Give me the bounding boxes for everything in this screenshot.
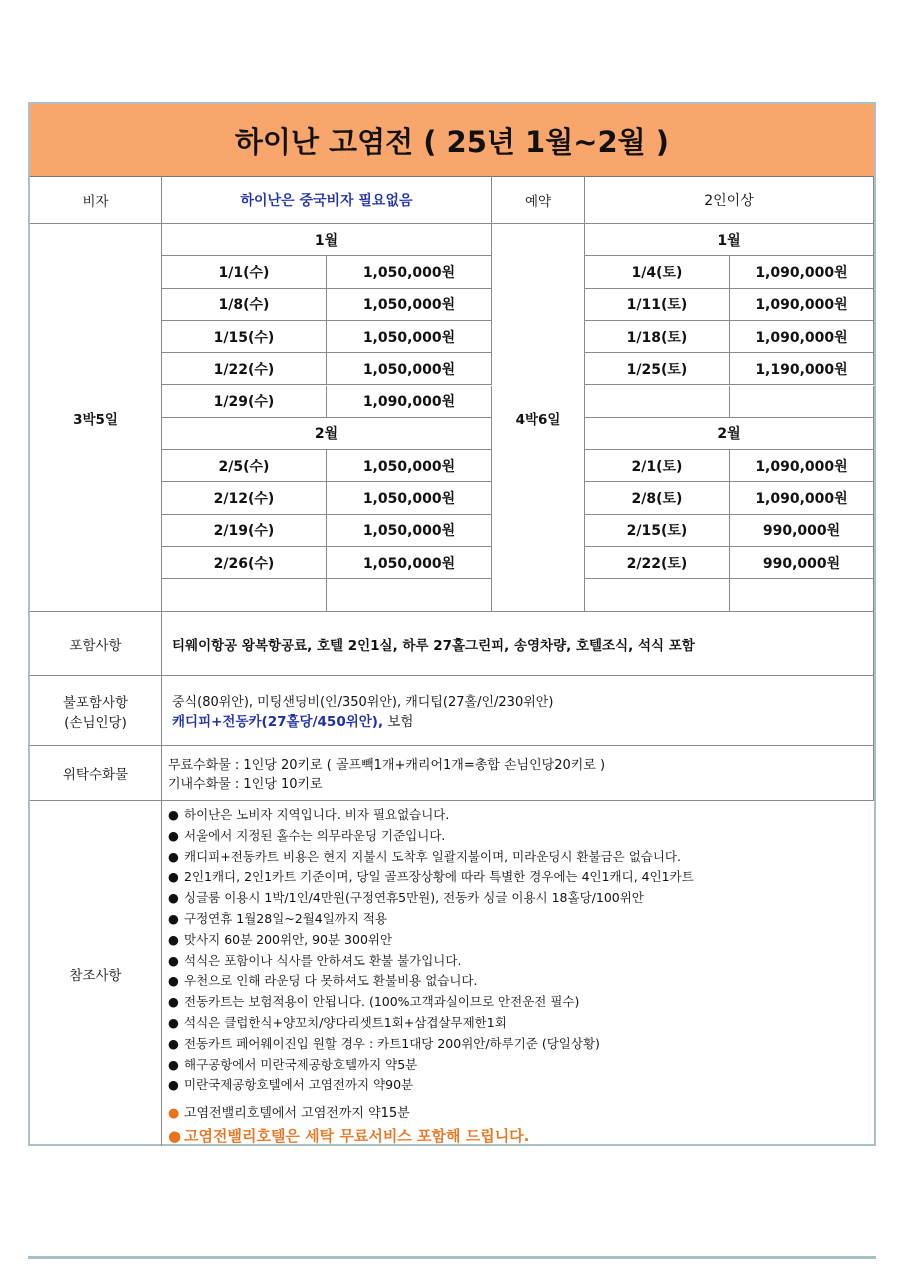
note-orange-2-text: 고염전밸리호텔은 세탁 무료서비스 포함해 드립니다. bbox=[184, 1127, 530, 1145]
note-item bbox=[168, 867, 694, 885]
excluded-line2-highlight: 캐디피+전동카(27홀당/450위안), bbox=[172, 714, 384, 730]
date-cell: 1/11(토) bbox=[585, 289, 730, 321]
price-cell: 990,000원 bbox=[730, 547, 874, 579]
price-cell: 1,050,000원 bbox=[327, 547, 492, 579]
bullet-icon: ● bbox=[168, 1077, 179, 1093]
bullet-icon: ● bbox=[168, 890, 179, 906]
date-cell: 1/1(수) bbox=[162, 256, 327, 288]
note-item bbox=[168, 826, 445, 844]
price-sheet bbox=[28, 102, 876, 1146]
price-cell: 1,050,000원 bbox=[327, 289, 492, 321]
note-item bbox=[168, 888, 644, 906]
month-header-jan: 1월 bbox=[585, 224, 874, 256]
excluded-label-line1: 불포함사항 bbox=[62, 694, 129, 711]
note-text: 석식은 포함이나 식사를 안하셔도 환불 불가입니다. bbox=[184, 952, 462, 968]
note-item bbox=[168, 805, 449, 823]
bullet-icon: ● bbox=[168, 1035, 179, 1051]
note-text: 전동카트 페어웨이진입 원할 경우 : 카트1대당 200위안/하루기준 (당일상황) bbox=[184, 1035, 600, 1051]
note-text: 하이난은 노비자 지역입니다. 비자 필요없습니다. bbox=[184, 807, 450, 822]
bullet-icon: ● bbox=[168, 1127, 182, 1145]
bullet-icon: ● bbox=[168, 827, 179, 843]
note-text: 미란국제공항호텔에서 고염전까지 약90분 bbox=[184, 1077, 414, 1093]
bullet-icon: ● bbox=[168, 848, 179, 864]
date-cell: 1/18(토) bbox=[585, 321, 730, 353]
bullet-icon: ● bbox=[168, 1015, 179, 1030]
date-cell: 2/22(토) bbox=[585, 547, 730, 579]
note-text: 맛사지 60분 200위안, 90분 300위안 bbox=[184, 931, 393, 947]
date-cell: 1/15(수) bbox=[162, 321, 327, 353]
excluded-line1: 중식(80위안), 미팅샌딩비(인/350위안), 캐디팁(27홀/인/230위안) bbox=[172, 695, 554, 710]
bullet-icon: ● bbox=[168, 973, 179, 989]
month-header-feb: 2월 bbox=[162, 418, 492, 450]
price-cell: 1,090,000원 bbox=[327, 386, 492, 418]
bullet-icon: ● bbox=[168, 994, 179, 1010]
note-item bbox=[168, 1075, 413, 1093]
date-cell: 2/26(수) bbox=[162, 547, 327, 579]
note-item bbox=[168, 951, 461, 969]
date-cell bbox=[585, 386, 730, 418]
date-cell: 1/22(수) bbox=[162, 353, 327, 385]
note-orange-1-text: 고염전밸리호텔에서 고염전까지 약15분 bbox=[184, 1106, 410, 1121]
date-cell: 2/15(토) bbox=[585, 515, 730, 547]
date-cell: 1/29(수) bbox=[162, 386, 327, 418]
price-cell: 1,050,000원 bbox=[327, 515, 492, 547]
note-item bbox=[168, 1013, 507, 1031]
price-cell: 1,050,000원 bbox=[327, 482, 492, 514]
date-cell bbox=[162, 579, 327, 611]
booking-value: 2인이상 bbox=[585, 176, 874, 224]
visa-label: 비자 bbox=[30, 176, 162, 224]
price-cell: 1,090,000원 bbox=[730, 450, 874, 482]
note-text: 해구공항에서 미란국제공항호텔까지 약5분 bbox=[184, 1056, 418, 1072]
bullet-icon: ● bbox=[168, 1106, 180, 1121]
date-cell: 1/25(토) bbox=[585, 353, 730, 385]
date-cell: 2/12(수) bbox=[162, 482, 327, 514]
date-cell: 2/8(토) bbox=[585, 482, 730, 514]
note-text: 캐디피+전동카트 비용은 현지 지불시 도착후 일괄지불이며, 미라운딩시 환불금은 없습니다. bbox=[184, 848, 681, 864]
note-item bbox=[168, 1055, 417, 1073]
note-text: 서울에서 지정된 홀수는 의무라운딩 기준입니다. bbox=[184, 827, 446, 843]
bullet-icon: ● bbox=[168, 1056, 179, 1072]
date-cell: 1/8(수) bbox=[162, 289, 327, 321]
included-value: 티웨이항공 왕복항공료, 호텔 2인1실, 하루 27홀그린피, 송영차량, 호텔조식, 석식 포함 bbox=[162, 612, 874, 676]
price-cell: 1,090,000원 bbox=[730, 482, 874, 514]
baggage-line2: 기내수화물 : 1인당 10키로 bbox=[168, 777, 323, 792]
bullet-icon: ● bbox=[168, 911, 179, 926]
excluded-line2-rest: 보험 bbox=[383, 714, 414, 730]
excluded-value bbox=[162, 676, 874, 746]
note-text: 싱글룸 이용시 1박/1인/4만원(구정연휴5만원), 전동카 싱글 이용시 18홀당/100위안 bbox=[184, 890, 644, 906]
price-cell: 1,090,000원 bbox=[730, 289, 874, 321]
note-item bbox=[168, 1034, 600, 1052]
note-orange-1 bbox=[168, 1102, 410, 1121]
note-text: 전동카트는 보험적용이 안됩니다. (100%고객과실이므로 안전운전 필수) bbox=[184, 994, 580, 1010]
footer-divider bbox=[28, 1256, 876, 1259]
note-item bbox=[168, 847, 681, 865]
schedule-b-label: 4박6일 bbox=[492, 224, 585, 612]
excluded-label bbox=[30, 676, 162, 746]
price-cell bbox=[730, 386, 874, 418]
date-cell: 2/1(토) bbox=[585, 450, 730, 482]
note-text: 석식은 클럽한식+양꼬치/양다리셋트1회+삼겹살무제한1회 bbox=[184, 1015, 507, 1030]
price-cell: 1,050,000원 bbox=[327, 353, 492, 385]
note-text: 2인1캐디, 2인1카트 기준이며, 당일 골프장상황에 따라 특별한 경우에는 4인1캐디, 4인1카트 bbox=[184, 869, 694, 885]
price-cell: 990,000원 bbox=[730, 515, 874, 547]
date-cell: 2/19(수) bbox=[162, 515, 327, 547]
price-cell bbox=[327, 579, 492, 611]
price-cell: 1,190,000원 bbox=[730, 353, 874, 385]
notes-label: 참조사항 bbox=[30, 801, 162, 1146]
note-item bbox=[168, 909, 387, 927]
price-cell: 1,050,000원 bbox=[327, 321, 492, 353]
price-cell: 1,090,000원 bbox=[730, 321, 874, 353]
bullet-icon: ● bbox=[168, 869, 179, 885]
booking-label: 예약 bbox=[492, 176, 585, 224]
visa-value: 하이난은 중국비자 필요없음 bbox=[162, 176, 492, 224]
note-item bbox=[168, 992, 579, 1010]
baggage-label: 위탁수화물 bbox=[30, 746, 162, 801]
price-cell bbox=[730, 579, 874, 611]
date-cell: 2/5(수) bbox=[162, 450, 327, 482]
note-text: 우천으로 인해 라운딩 다 못하셔도 환불비용 없습니다. bbox=[184, 973, 478, 989]
note-item bbox=[168, 930, 392, 948]
excluded-label-line2: (손님인당) bbox=[64, 714, 127, 731]
note-item bbox=[168, 971, 477, 989]
bullet-icon: ● bbox=[168, 931, 179, 947]
price-cell: 1,050,000원 bbox=[327, 450, 492, 482]
baggage-value bbox=[162, 746, 874, 801]
month-header-feb: 2월 bbox=[585, 418, 874, 450]
schedule-a-label: 3박5일 bbox=[30, 224, 162, 612]
price-cell: 1,090,000원 bbox=[730, 256, 874, 288]
month-header-jan: 1월 bbox=[162, 224, 492, 256]
included-label: 포함사항 bbox=[30, 612, 162, 676]
excluded-line2 bbox=[172, 710, 413, 730]
note-text: 구정연휴 1월28일~2월4일까지 적용 bbox=[184, 911, 388, 926]
note-orange-2 bbox=[168, 1125, 529, 1146]
bullet-icon: ● bbox=[168, 807, 179, 822]
price-cell: 1,050,000원 bbox=[327, 256, 492, 288]
bullet-icon: ● bbox=[168, 952, 179, 968]
page-title: 하이난 고염전 ( 25년 1월~2월 ) bbox=[30, 104, 874, 177]
baggage-line1: 무료수화물 : 1인당 20키로 ( 골프빽1개+캐리어1개=총합 손님인당20키로 ) bbox=[168, 758, 606, 773]
date-cell: 1/4(토) bbox=[585, 256, 730, 288]
date-cell bbox=[585, 579, 730, 611]
